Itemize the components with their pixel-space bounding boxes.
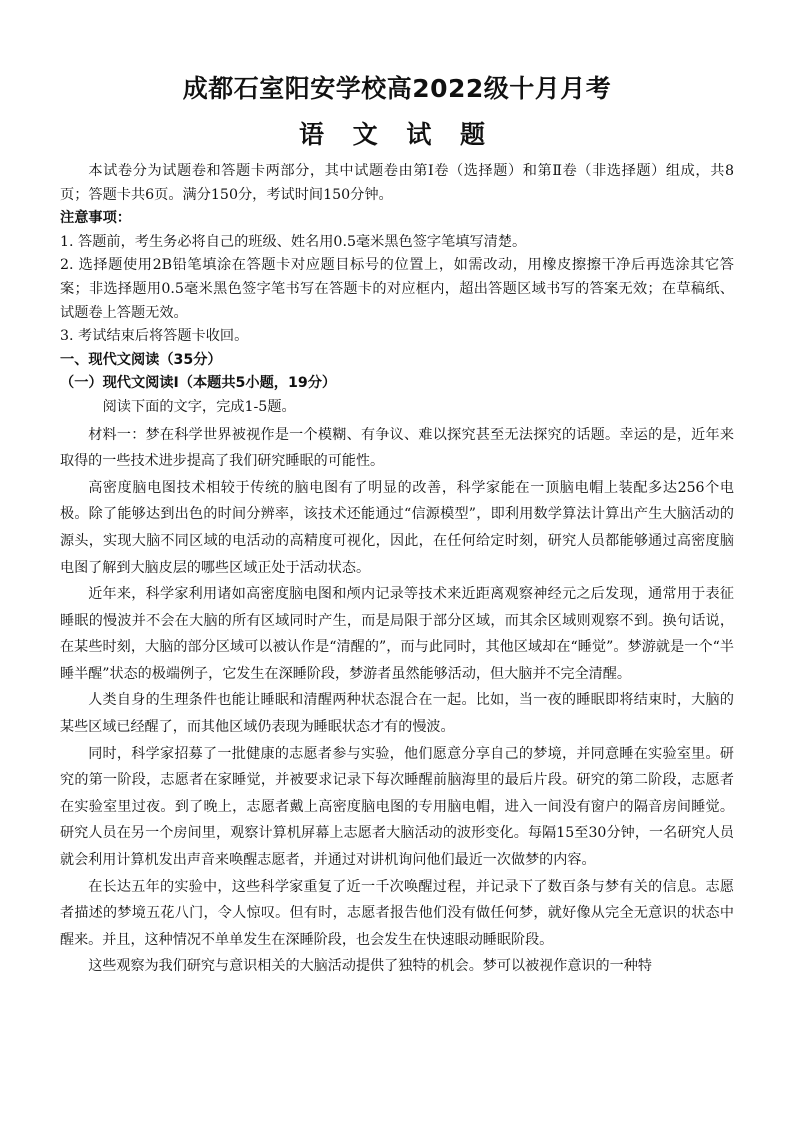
reading-paragraph: 材料一：梦在科学世界被视作是一个模糊、有争议、难以探究甚至无法探究的话题。幸运的是，近年来取得的一些技术进步提高了我们研究睡眠的可能性。 bbox=[60, 426, 734, 470]
reading-paragraph: 高密度脑电图技术相较于传统的脑电图有了明显的改善，科学家能在一顶脑电帽上装配多达256个电极。除了能够达到出色的时间分辨率，该技术还能通过“信源模型”，即利用数学算法计算出产生大脑活动的源头，实现大脑不同区域的电活动的高精度可视化，因此，在任何给定时刻，研究人员都能够通过高密度脑电图了解到大脑皮层的哪些区域正处于活动状态。 bbox=[60, 479, 734, 576]
page-title: 成都石室阳安学校高2022级十月月考 bbox=[182, 74, 612, 103]
reading-paragraph: 这些观察为我们研究与意识相关的大脑活动提供了独特的机会。梦可以被视作意识的一种特 bbox=[88, 958, 652, 975]
notice-heading: 注意事项： bbox=[60, 210, 131, 227]
section-heading: 一、现代文阅读（35分） bbox=[60, 351, 222, 368]
section-subheading: （一）现代文阅读Ⅰ（本题共5小题，19分） bbox=[60, 375, 337, 392]
notice-item: 3. 考试结束后将答题卡收回。 bbox=[60, 328, 249, 345]
reading-paragraph: 近年来，科学家利用诸如高密度脑电图和颅内记录等技术来近距离观察神经元之后发现，通常用于表征睡眠的慢波并不会在大脑的所有区域同时产生，而是局限于部分区域，而其余区域则观察不到。换句话说，在某些时刻，大脑的部分区域可以被认作是“清醒的”，而与此同时，其他区域却在“睡觉”。梦游就是一个“半睡半醒”状态的极端例子，它发生在深睡阶段，梦游者虽然能够活动，但大脑并不完全清醒。 bbox=[60, 586, 734, 682]
section-instruction: 阅读下面的文字，完成1-5题。 bbox=[102, 398, 296, 415]
notice-item: 1. 答题前，考生务必将自己的班级、姓名用0.5毫米黑色签字笔填写清楚。 bbox=[60, 233, 527, 250]
reading-paragraph: 人类自身的生理条件也能让睡眠和清醒两种状态混合在一起。比如，当一夜的睡眠即将结束时，大脑的某些区域已经醒了，而其他区域仍表现为睡眠状态才有的慢波。 bbox=[60, 692, 734, 736]
page-subtitle: 语 文 试 题 bbox=[298, 120, 496, 149]
reading-paragraph: 在长达五年的实验中，这些科学家重复了近一千次唤醒过程，并记录下了数百条与梦有关的信息。志愿者描述的梦境五花八门，令人惊叹。但有时，志愿者报告他们没有做任何梦，就好像从完全无意识的状态中醒来。并且，这种情况不单单发生在深睡阶段，也会发生在快速眼动睡眠阶段。 bbox=[60, 878, 734, 948]
intro-text: 本试卷分为试题卷和答题卡两部分，其中试题卷由第Ⅰ卷（选择题）和第Ⅱ卷（非选择题）组成，共8页；答题卡共6页。满分150分，考试时间150分钟。 bbox=[60, 163, 734, 203]
notice-item: 2. 选择题使用2B铅笔填涂在答题卡对应题目标号的位置上，如需改动，用橡皮擦擦干净后再选涂其它答案；非选择题用0.5毫米黑色签字笔书写在答题卡的对应框内，超出答题区域书写的答案无效；在草稿纸、试题卷上答题无效。 bbox=[60, 257, 734, 321]
reading-paragraph: 同时，科学家招募了一批健康的志愿者参与实验，他们愿意分享自己的梦境，并同意睡在实验室里。研究的第一阶段，志愿者在家睡觉，并被要求记录下每次睡醒前脑海里的最后片段。研究的第二阶段，志愿者在实验室里过夜。到了晚上，志愿者戴上高密度脑电图的专用脑电帽，进入一间没有窗户的隔音房间睡觉。研究人员在另一个房间里，观察计算机屏幕上志愿者大脑活动的波形变化。每隔15至30分钟，一名研究人员就会利用计算机发出声音来唤醒志愿者，并通过对讲机询问他们最近一次做梦的内容。 bbox=[60, 745, 734, 869]
